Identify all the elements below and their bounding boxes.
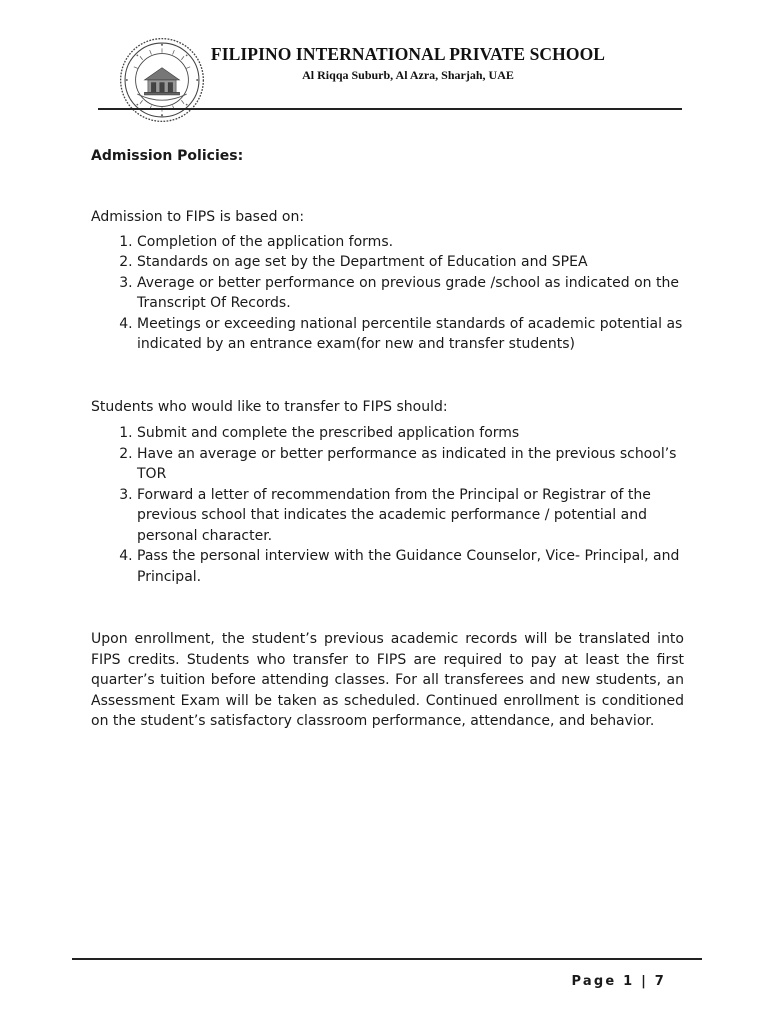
- admission-requirements-list: [91, 232, 684, 355]
- list-item: 3. Average or better performance on previous grade /school as indicated on the Transcript Of Records.: [137, 273, 684, 314]
- school-name: FILIPINO INTERNATIONAL PRIVATE SCHOOL: [210, 44, 606, 64]
- list-item: 1. Completion of the application forms.: [137, 232, 684, 253]
- header-divider: [98, 108, 682, 110]
- enrollment-paragraph: Upon enrollment, the student’s previous academic records will be translated into FIPS credits. Students who transfer to FIPS are required to pay at least the first quarter’s tuition before attending classes. For all transferees and new students, an Assessment Exam will be taken as scheduled. Continued enrollment is conditioned on the student’s satisfactory classroom performance, attendance, and behavior.: [91, 631, 684, 729]
- list-item: 4. Meetings or exceeding national percentile standards of academic potential as indicated by an entrance exam(for new and transfer students): [137, 314, 684, 355]
- footer-divider: [72, 958, 702, 960]
- transfer-intro: Students who would like to transfer to FIPS should:: [91, 398, 448, 415]
- page-number: Page 1 | 7: [571, 974, 666, 989]
- transfer-requirements-list: [91, 423, 684, 587]
- admission-intro: Admission to FIPS is based on:: [91, 209, 305, 225]
- section-heading: Admission Policies:: [91, 148, 244, 164]
- list-item: 1. Submit and complete the prescribed application forms: [137, 423, 684, 444]
- list-item: 3. Forward a letter of recommendation from the Principal or Registrar of the previous school that indicates the academic performance / potential and personal character.: [137, 485, 684, 547]
- school-address: Al Riqqa Suburb, Al Azra, Sharjah, UAE: [302, 68, 514, 82]
- list-item: 2. Have an average or better performance as indicated in the previous school’s TOR: [137, 444, 684, 485]
- list-item: 2. Standards on age set by the Department of Education and SPEA: [137, 252, 684, 273]
- school-seal-logo: [118, 36, 206, 124]
- list-item: 4. Pass the personal interview with the Guidance Counselor, Vice- Principal, and Principal.: [137, 546, 684, 587]
- document-body: [91, 146, 684, 732]
